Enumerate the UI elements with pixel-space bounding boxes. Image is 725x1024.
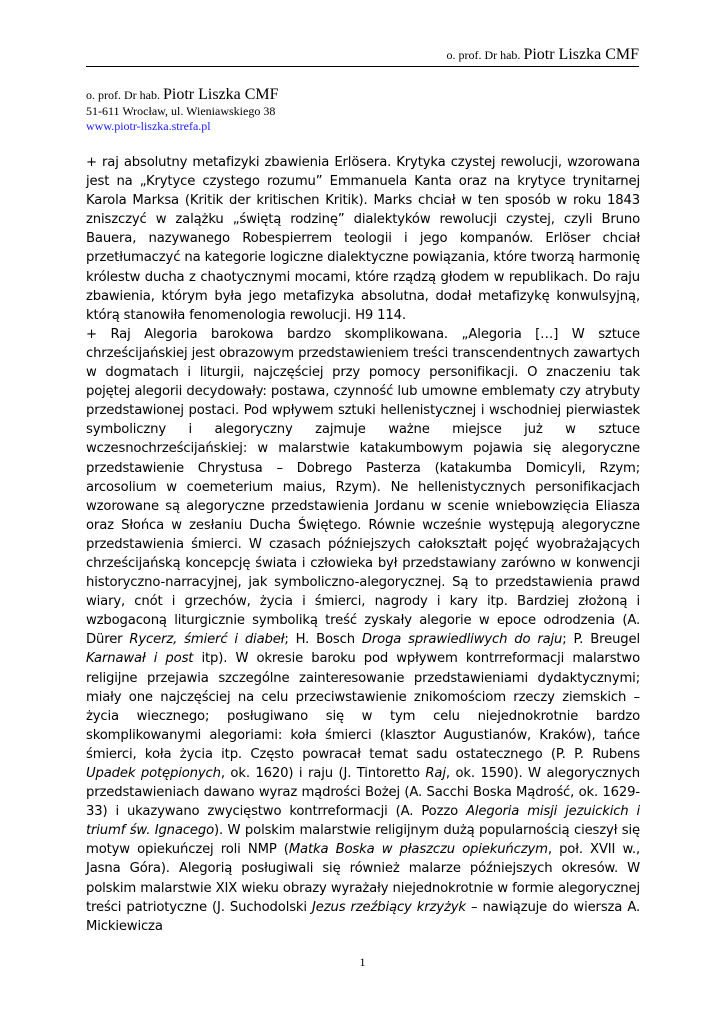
artwork-title: Alegoria misji jezuickich i triumf św. Ignacego: [86, 804, 640, 839]
text-run: + Raj Alegoria barokowa bardzo skomplikowana. „Alegoria […] W sztuce chrześcijańskiej jest obrazowym przedstawieniem treści transcendentnych zawartych w dogmatach i liturgii, najczęściej przy pomocy personifikacji. O znaczeniu tak pojętej alegorii decydowały: postawa, czynność lub umowne emblematy czy atrybuty przedstawionej postaci. Pod wpływem sztuki hellenistycznej i wschodniej pierwiastek symboliczny i alegoryczny zajmuje ważne miejsce już w sztuce wczesnochrześcijańskiej: w malarstwie katakumbowym pojawia się alegoryczne przedstawienie Chrystusa – Dobrego Pasterza (katakumba Domicyli, Rzym; arcosolium w coemeterium maius, Rzym). Ne hellenistycznych personifikacjach wzorowane są alegoryczne przedstawienia Jordanu w scenie wniebowzięcia Eliasza oraz Słońca w zesłaniu Ducha Świętego. Równie wcześnie występują alegoryczne przedstawienia śmierci. W czasach późniejszych całokształt pojęć wyobrażających chrześcijańską koncepcję świata i człowieka był przedstawiany zarówno w konwencji historyczno-narracyjnej, jak symboliczno-alegorycznej. Są to przedstawienia prawd wiary, cnót i grzechów, życia i śmierci, nagrody i kary itp. Bardziej złożoną i wzbogaconą liturgicznie symboliką treść zyskały alegorie w epoce odrodzenia (A. Dürer: [86, 326, 640, 648]
author-address: 51-611 Wrocław, ul. Wieniawskiego 38: [86, 104, 276, 118]
paragraph-alegoria: [86, 325, 640, 936]
page-number: 1: [359, 955, 366, 969]
text-run: ). W polskim malarstwie religijnym dużą popularnością cieszył się motyw opiekuńczej roli NMP (: [86, 823, 640, 858]
text-run: , ok. 1590). W alegorycznych przedstawieniach dawano wyraz mądrości Bożej (A. Sacchi Boska Mądrość, ok. 1629-33) i ukazywano zwycięstwo kontrreformacji (A. Pozzo: [86, 766, 640, 820]
artwork-title: Rycerz, śmierć i diabeł: [129, 632, 285, 648]
body-text: [86, 153, 640, 936]
running-header-prefix: o. prof. Dr hab.: [446, 48, 521, 62]
header-divider: [86, 66, 639, 67]
artwork-title: Upadek potępionych: [86, 766, 221, 781]
author-block: [86, 86, 279, 134]
paragraph-erloser: + raj absolutny metafizyki zbawienia Erlösera. Krytyka czystej rewolucji, wzorowana jest na „Krytyce czystego rozumu” Emmanuela Kanta oraz na krytyce trynitarnej Karola Marksa (Kritik der kritischen Kritik). Marks chciał w ten sposób w roku 1843 zniszczyć w zalążku „świętą rodzinę” dialektyków rewolucji czystej, czyli Bruno Bauera, nazywanego Robespierrem teologii i jego kompanów. Erlöser chciał przetłumaczyć na kategorie logiczne dialektyczne powiązania, które tworzą harmonię królestw ducha z chaotycznymi mocami, które rządzą głodem w republikach. Do raju zbawienia, którym była jego metafizyka absolutna, dodał metafizykę konwulsyjną, którą stanowiła fenomenologia rewolucji. H9 114.: [86, 155, 640, 323]
text-run: ; H. Bosch: [284, 632, 362, 648]
author-name: Piotr Liszka CMF: [162, 86, 279, 103]
artwork-title: Matka Boska w płaszczu opiekuńczym: [288, 842, 548, 858]
author-website-link[interactable]: www.piotr-liszka.strefa.pl: [86, 119, 211, 133]
text-run: itp). W okresie baroku pod wpływem kontrreformacji malarstwo religijne przejawia szczególne zainteresowanie przedstawieniami dydaktycznymi; miały one najczęściej na celu przeciwstawienie znikomościom rzeczy ziemskich – życia wiecznego; posługiwano się w tym celu niejednokrotnie bardzo skomplikowanymi alegoriami: koła śmierci (klasztor Augustianów, Kraków), tańce śmierci, koła życia itp. Często powracał temat sadu ostatecznego (P. P. Rubens: [86, 651, 640, 762]
artwork-title: Karnawał i post: [86, 651, 194, 667]
running-header-name: Piotr Liszka CMF: [523, 46, 639, 63]
running-header: [446, 46, 639, 64]
text-run: , poł. XVII w., Jasna Góra). Alegorią posługiwali się również malarze późniejszych okresów. W polskim malarstwie XIX wieku obrazy wyrażały niejednokrotnie w formie alegorycznej treści patriotyczne (J. Suchodolski: [86, 842, 640, 915]
artwork-title: Droga sprawiedliwych do raju: [361, 632, 563, 648]
author-title-line: [86, 86, 279, 104]
text-run: ; P. Breugel: [562, 632, 640, 648]
text-run: , ok. 1620) i raju (J. Tintoretto: [220, 766, 426, 781]
artwork-title: Jezus rzeźbiący krzyżyk: [312, 899, 466, 915]
text-run: – nawiązuje do wiersza A. Mickiewicza: [86, 899, 640, 934]
author-prefix: o. prof. Dr hab.: [86, 88, 160, 102]
artwork-title: Raj: [425, 766, 446, 781]
